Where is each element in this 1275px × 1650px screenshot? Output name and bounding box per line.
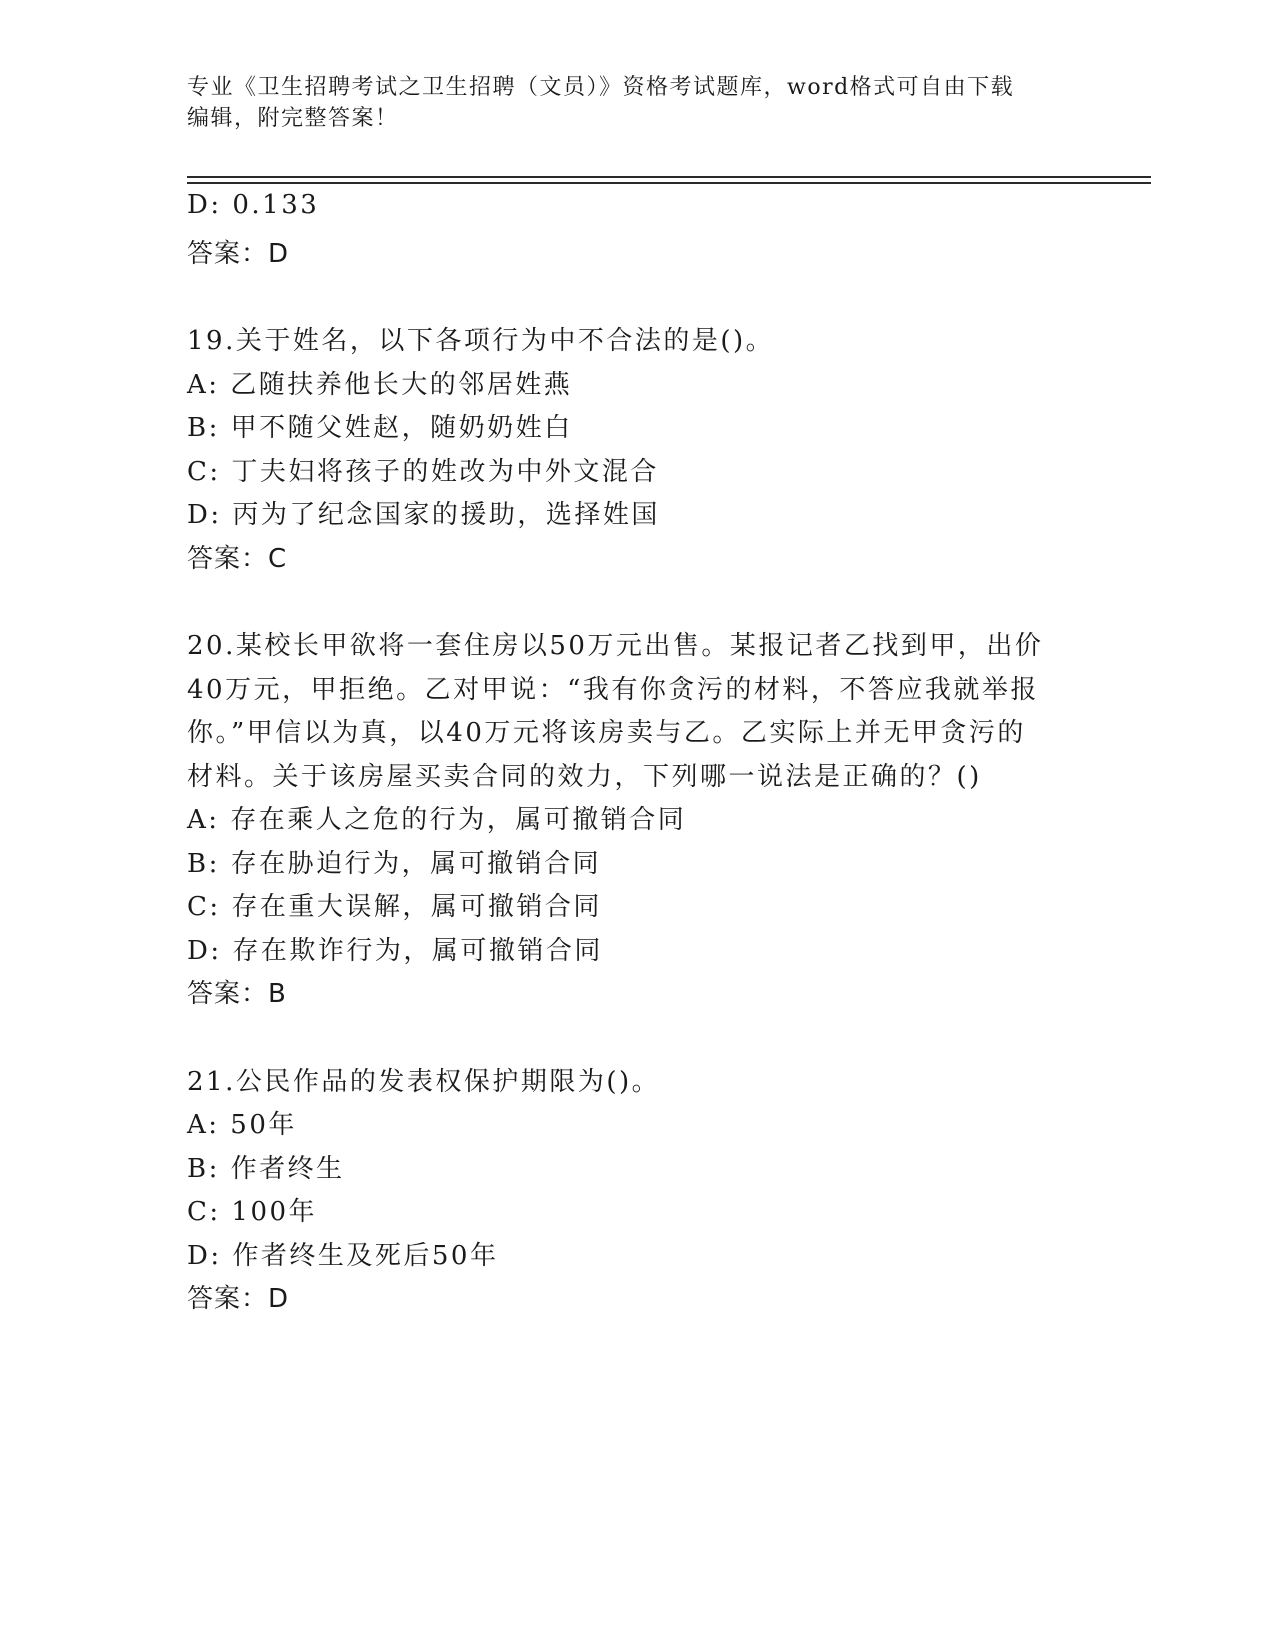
prev-answer: 答案：D <box>187 239 290 269</box>
q20-option-a: A: 存在乘人之危的行为，属可撤销合同 <box>187 805 687 835</box>
q20-option-b: B: 存在胁迫行为，属可撤销合同 <box>187 849 602 879</box>
prev-option-d: D: 0.133 <box>187 190 320 220</box>
q20-answer: 答案：B <box>187 979 287 1009</box>
q20-question-line-2: 40万元，甲拒绝。乙对甲说：“我有你贪污的材料，不答应我就举报 <box>187 675 1039 705</box>
q21-option-b: B: 作者终生 <box>187 1154 345 1184</box>
q21-option-a: A: 50年 <box>187 1110 297 1140</box>
q20-option-d: D: 存在欺诈行为，属可撤销合同 <box>187 936 603 966</box>
document-header <box>187 72 1087 134</box>
q20-question-line-4: 材料。关于该房屋买卖合同的效力，下列哪一说法是正确的？() <box>187 762 982 792</box>
header-line-2: 编辑，附完整答案！ <box>187 106 399 131</box>
q20-option-c: C: 存在重大误解，属可撤销合同 <box>187 892 602 922</box>
q19-answer: 答案：C <box>187 544 288 574</box>
header-line-1: 专业《卫生招聘考试之卫生招聘（文员）》资格考试题库，word格式可自由下载 <box>187 75 1015 100</box>
header-rule-bottom <box>187 182 1151 184</box>
q21-option-d: D: 作者终生及死后50年 <box>187 1241 499 1271</box>
q19-question: 19.关于姓名，以下各项行为中不合法的是()。 <box>187 326 775 356</box>
q20-question-line-1: 20.某校长甲欲将一套住房以50万元出售。某报记者乙找到甲，出价 <box>187 631 1044 661</box>
q19-option-b: B: 甲不随父姓赵，随奶奶姓白 <box>187 413 573 443</box>
q19-option-c: C: 丁夫妇将孩子的姓改为中外文混合 <box>187 457 659 487</box>
q21-question: 21.公民作品的发表权保护期限为()。 <box>187 1067 661 1097</box>
header-rule-top <box>187 176 1151 178</box>
q19-option-d: D: 丙为了纪念国家的援助，选择姓国 <box>187 500 660 530</box>
q19-option-a: A: 乙随扶养他长大的邻居姓燕 <box>187 370 573 400</box>
q21-option-c: C: 100年 <box>187 1197 318 1227</box>
q21-answer: 答案：D <box>187 1284 290 1314</box>
q20-question-line-3: 你。”甲信以为真，以40万元将该房卖与乙。乙实际上并无甲贪污的 <box>187 718 1026 748</box>
